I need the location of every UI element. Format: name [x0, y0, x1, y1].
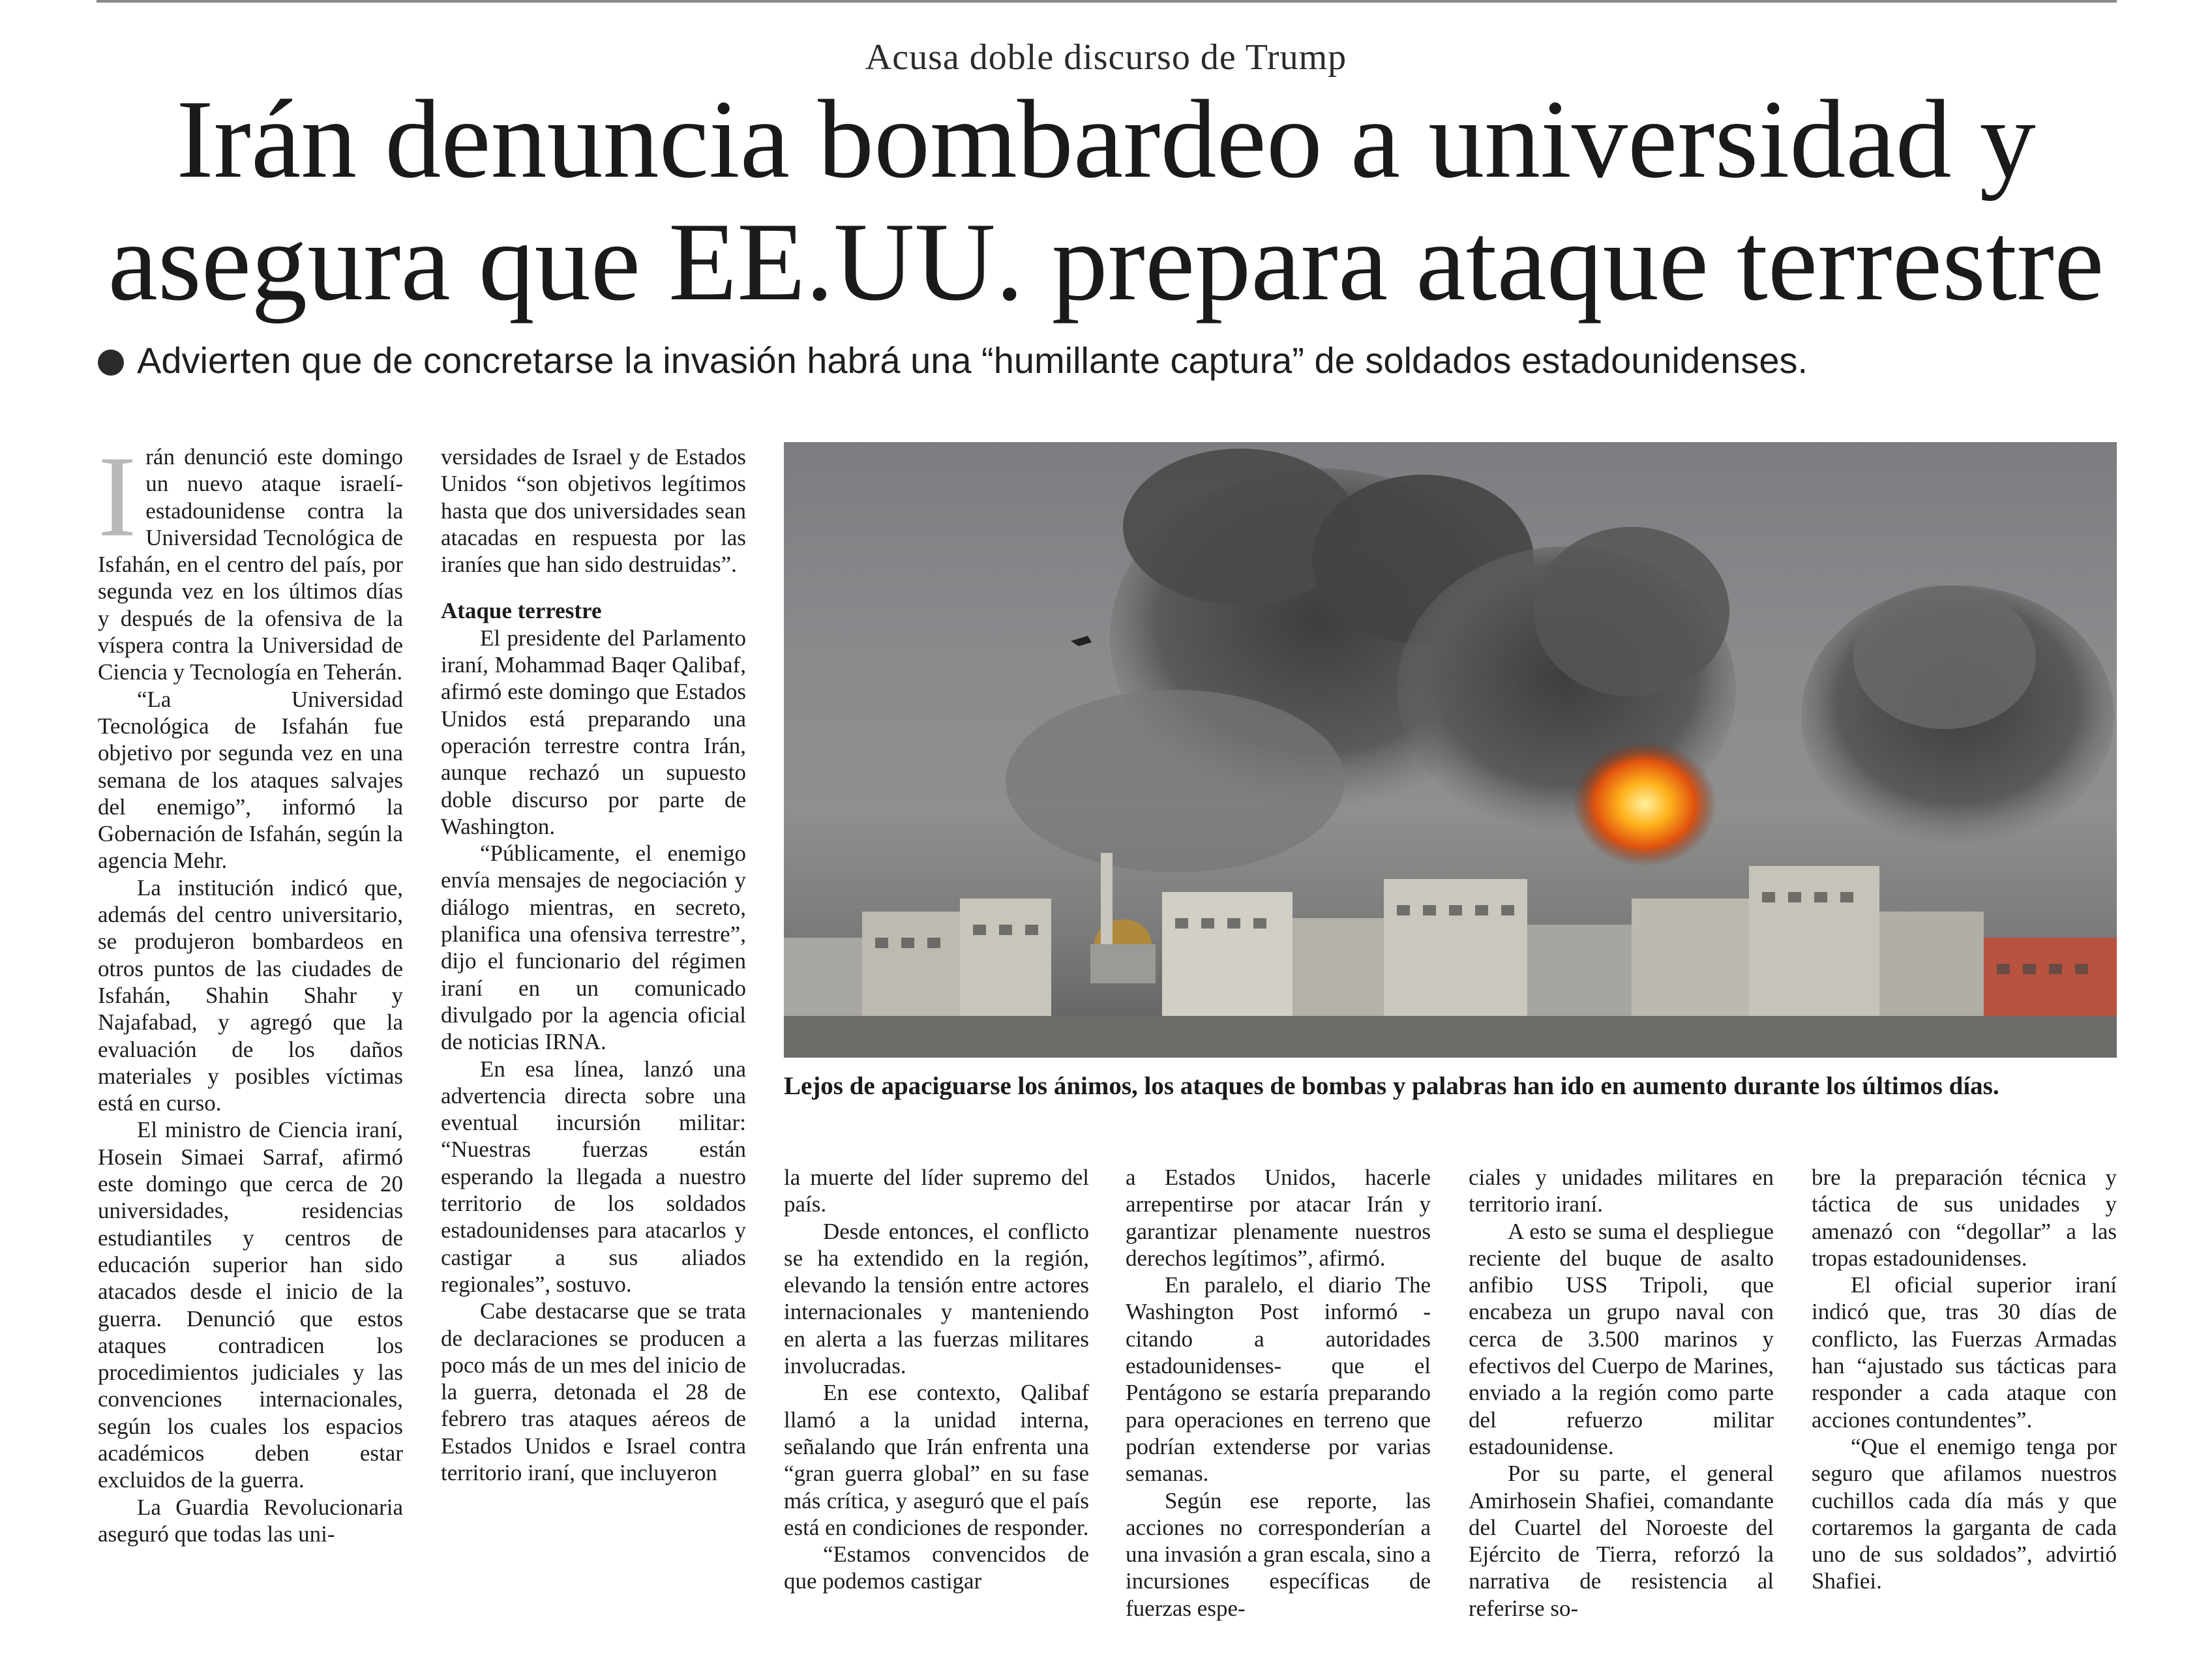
paragraph: Cabe destacarse que se trata de declaraciones se producen a poco más de un mes del inicio de la guerra, detonada el 28 de febrero tras ataques aéreos de Estados Unidos e Israel contra territorio iraní, que incluyeron	[441, 1298, 746, 1485]
top-rule	[97, 0, 2117, 3]
text-column-2	[441, 443, 746, 1486]
paragraph: Por su parte, el general Amirhosein Shafiei, comandante del Cuartel del Noroeste del Ejército de Tierra, reforzó la narrativa de resistencia al referirse so-	[1469, 1461, 1774, 1621]
bullet-icon	[98, 350, 124, 376]
paragraph: bre la preparación técnica y táctica de sus unidades y amenazó con “degollar” a las tropas estadounidenses.	[1812, 1165, 2117, 1271]
paragraph: El oficial superior iraní indicó que, tras 30 días de conflicto, las Fuerzas Armadas han “ajustado sus tácticas para responder a cada ataque con acciones contundentes”.	[1812, 1272, 2117, 1433]
paragraph: Según ese reporte, las acciones no corresponderían a una invasión a gran escala, sino a incursiones específicas de fuerzas espe-	[1126, 1487, 1431, 1621]
paragraph: El ministro de Ciencia iraní, Hosein Simaei Sarraf, afirmó este domingo que cerca de 20 universidades, residencias estudiantiles y centros de educación superior han sido atacados desde el inicio de la guerra. Denunció que estos ataques contradicen los procedimientos judiciales y las convenciones internacionales, según los cuales los espacios académicos deben estar excluidos de la guerra.	[98, 1117, 403, 1493]
paragraph: Desde entonces, el conflicto se ha extendido en la región, elevando la tensión entre actores internacionales y manteniendo en alerta a las fuerzas militares involucradas.	[784, 1218, 1089, 1379]
text-column-5	[1469, 1164, 1774, 1622]
headline	[0, 78, 2212, 323]
text-column-6	[1812, 1164, 2117, 1595]
deck-text: Advierten que de concretarse la invasión habrá una “humillante captura” de soldados estadounidenses.	[137, 340, 1808, 381]
paragraph: ciales y unidades militares en territorio iraní.	[1469, 1165, 1774, 1217]
text-column-4	[1126, 1164, 1431, 1622]
paragraph: A esto se suma el despliegue reciente del buque de asalto anfibio USS Tripoli, que encabeza un grupo naval con cerca de 3.500 marinos y efectivos del Cuerpo de Marines, enviado a la región como parte del refuerzo militar estadounidense.	[1469, 1218, 1774, 1459]
paragraph: En esa línea, lanzó una advertencia directa sobre una eventual incursión militar: “Nuestras fuerzas están esperando la llegada a nuestro territorio de los soldados estadounidenses para atacarlos y castigar a sus aliados regionales”, sostuvo.	[441, 1056, 746, 1297]
paragraph	[98, 432, 403, 686]
paragraph: “Estamos convencidos de que podemos castigar	[784, 1541, 1089, 1594]
text-column-3	[784, 1164, 1089, 1595]
paragraph: versidades de Israel y de Estados Unidos “son objetivos legítimos hasta que dos universidades sean atacadas en respuesta por las iraníes que han sido destruidas”.	[441, 444, 746, 578]
news-photo	[784, 442, 2117, 1058]
explosion-cityscape-illustration	[784, 442, 2117, 1058]
paragraph: El presidente del Parlamento iraní, Mohammad Baqer Qalibaf, afirmó este domingo que Estados Unidos está preparando una operación terrestre contra Irán, aunque rechazó un supuesto doble discurso por parte de Washington.	[441, 625, 746, 839]
deck	[98, 339, 2119, 381]
paragraph: En ese contexto, Qalibaf llamó a la unidad interna, señalando que Irán enfrenta una “gran guerra global” en su fase más crítica, y aseguró que el país está en condiciones de responder.	[784, 1380, 1089, 1540]
photo-caption: Lejos de apaciguarse los ánimos, los ataques de bombas y palabras han ido en aumento durante los últimos días.	[784, 1072, 1999, 1100]
headline-line-2: asegura que EE.UU. prepara ataque terrestre	[108, 200, 2104, 324]
paragraph: La institución indicó que, además del centro universitario, se produjeron bombardeos en otros puntos de las ciudades de Isfahán, Shahin Shahr y Najafabad, y agregó que la evaluación de los daños materiales y posibles víctimas está en curso.	[98, 874, 403, 1116]
paragraph: “Públicamente, el enemigo envía mensajes de negociación y diálogo mientras, en secreto, planifica una ofensiva terrestre”, dijo el funcionario del régimen iraní en un comunicado divulgado por la agencia oficial de noticias IRNA.	[441, 841, 746, 1055]
headline-line-1: Irán denuncia bombardeo a universidad y	[176, 78, 2036, 201]
paragraph: En paralelo, el diario The Washington Post informó -citando a autoridades estadounidenses- que el Pentágono se estaría preparando para operaciones en terreno que podrían extenderse por varias semanas.	[1126, 1272, 1431, 1487]
text-column-1	[98, 432, 403, 1547]
paragraph: a Estados Unidos, hacerle arrepentirse por atacar Irán y garantizar plenamente nuestros derechos legítimos”, afirmó.	[1126, 1165, 1431, 1271]
paragraph: la muerte del líder supremo del país.	[784, 1165, 1089, 1217]
subhead: Ataque terrestre	[441, 598, 602, 624]
paragraph: “Que el enemigo tenga por seguro que afilamos nuestros cuchillos cada día más y que cortaremos la garganta de cada uno de sus soldados”, advirtió Shafiei.	[1812, 1433, 2117, 1594]
paragraph: “La Universidad Tecnológica de Isfahán fue objetivo por segunda vez en una semana de los ataques salvajes del enemigo”, informó la Gobernación de Isfahán, según la agencia Mehr.	[98, 686, 403, 874]
paragraph-text: rán denunció este domingo un nuevo ataque israelí-estadounidense contra la Universidad Tecnológica de Isfahán, en el centro del país, por segunda vez en los últimos días y después de la ofensiva de la víspera contra la Universidad de Ciencia y Tecnología en Teherán.	[98, 444, 403, 685]
kicker: Acusa doble discurso de Trump	[865, 37, 1347, 78]
paragraph: La Guardia Revolucionaria aseguró que todas las uni-	[98, 1494, 403, 1547]
drop-cap: I	[98, 432, 137, 561]
